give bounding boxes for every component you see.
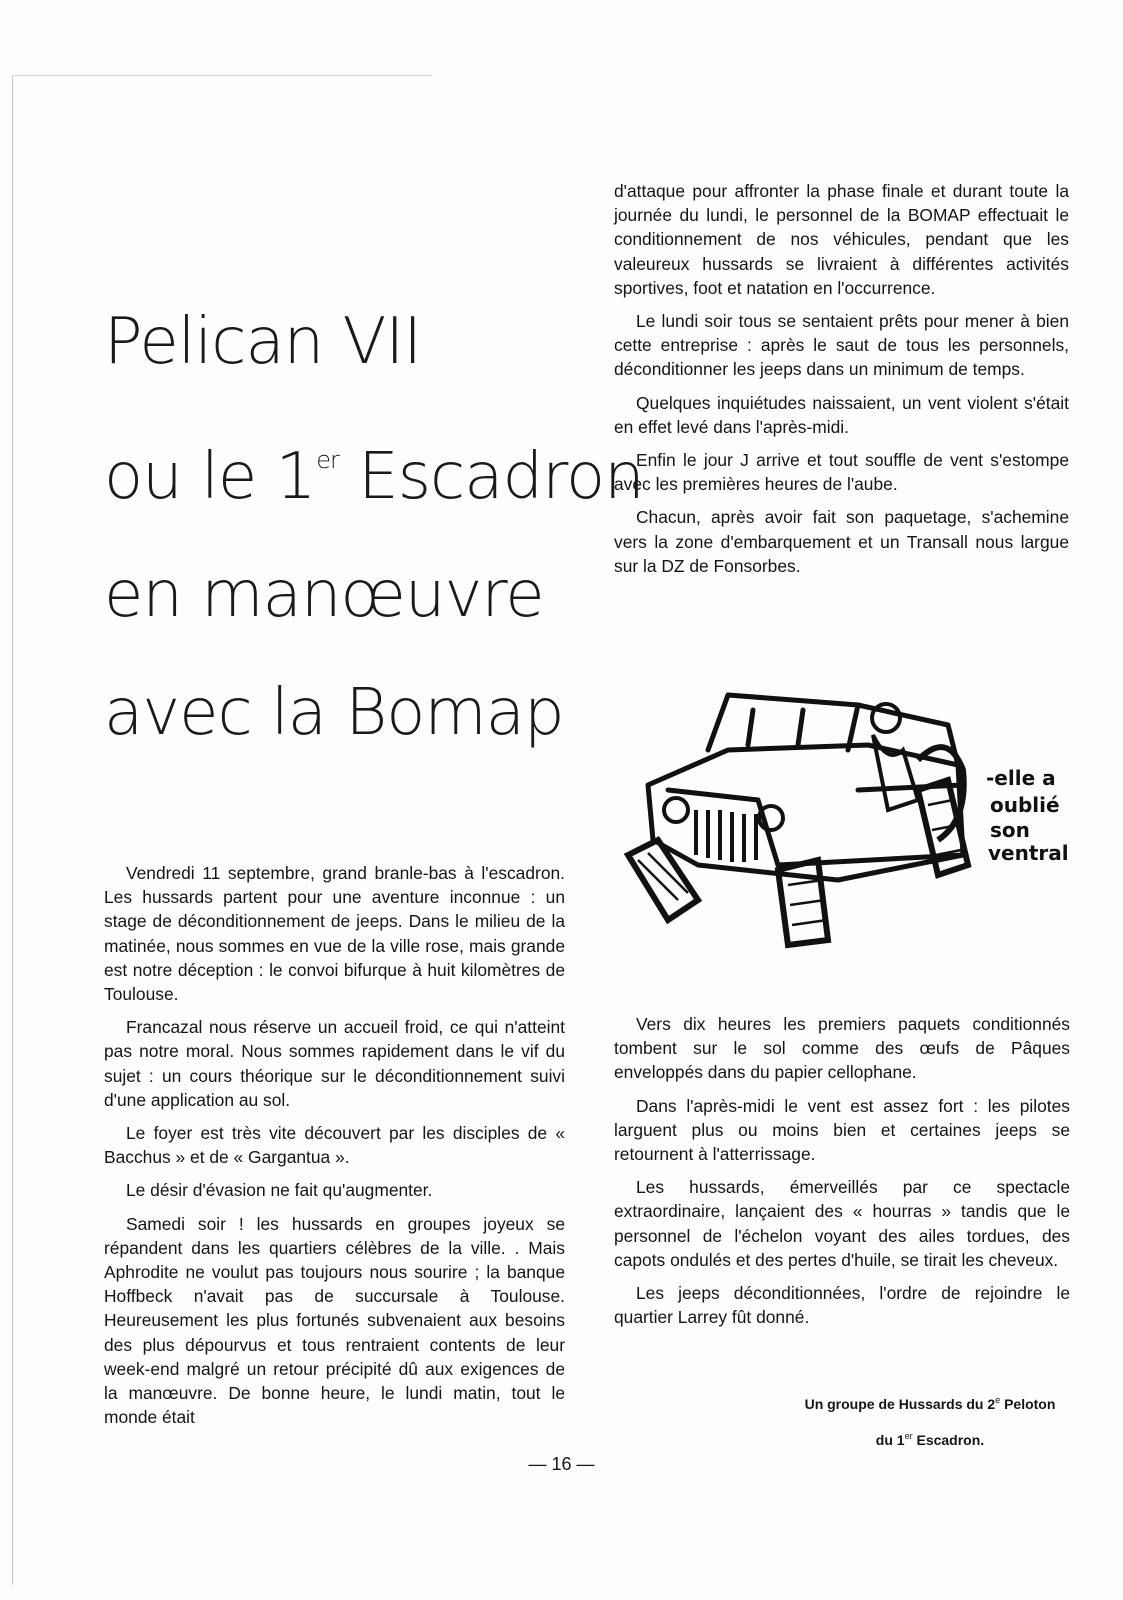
signature-line-1-prefix: Un groupe de Hussards du 2 — [804, 1396, 996, 1412]
title-line-3: en manœuvre — [104, 558, 544, 632]
title-line-2-suffix: Escadron — [338, 440, 644, 514]
paragraph: Dans l'après-midi le vent est assez fort : les pilotes larguent plus ou moins bien et certaines jeeps se retournent à l'atterrissage. — [614, 1095, 1070, 1165]
caption-line-2: oublié — [990, 793, 1060, 817]
title-line-2 — [104, 401, 644, 536]
signature-line-1-suffix: Peloton — [1000, 1396, 1056, 1412]
paragraph: Samedi soir ! les hussards en groupes joyeux se répandent dans les quartiers célèbres de la ville. . Mais Aphrodite ne voulut pas toujours nous sourire ; la banque Hoffbeck n'avait pas de succursale à Toulouse. Heureusement les plus fortunés subvenaient aux besoins des plus dépourvus et tous rentraient contents de leur week-end malgré un retour précipité dû aux exigences de la manœuvre. De bonne heure, le lundi matin, tout le monde était — [104, 1213, 565, 1428]
paragraph: Vendredi 11 septembre, grand branle-bas à l'escadron. Les hussards partent pour une aventure inconnue : un stage de déconditionnement de jeeps. Dans le milieu de la matinée, nous sommes en vue de la ville rose, mais grande est notre déception : le convoi bifurque à huit kilomètres de Toulouse. — [104, 863, 565, 1005]
title-line-4: avec la Bomap — [104, 676, 564, 750]
caption-line-1: -elle a — [986, 766, 1056, 790]
signature — [770, 1384, 1090, 1456]
paragraph: Le lundi soir tous se sentaient prêts pour mener à bien cette entreprise : après le saut de tous les personnels, déconditionner les jeeps dans un minimum de temps. — [614, 311, 1069, 380]
paragraph: Chacun, après avoir fait son paquetage, s'achemine vers la zone d'embarquement et un Transall nous largue sur la DZ de Fonsorbes. — [614, 507, 1069, 576]
paragraph: Le désir d'évasion ne fait qu'augmenter. — [126, 1180, 433, 1201]
page-top-line — [12, 75, 432, 76]
title-line-1: Pelican VII — [104, 305, 422, 379]
page-number: — 16 — — [528, 1454, 595, 1474]
right-column-bottom — [614, 1012, 1070, 1338]
paragraph: Enfin le jour J arrive et tout souffle de vent s'estompe avec les premières heures de l'aube. — [614, 450, 1069, 495]
article-title — [104, 283, 644, 772]
paragraph: d'attaque pour affronter la phase finale et durant toute la journée du lundi, le personnel de la BOMAP effectuait le conditionnement de nos véhicules, pendant que les valeureux hussards se livraient à différentes activités sportives, foot et natation en l'occurrence. — [614, 181, 1069, 298]
paragraph: Les jeeps déconditionnées, l'ordre de rejoindre le quartier Larrey fût donné. — [614, 1283, 1070, 1328]
signature-line-2-prefix: du 1 — [875, 1432, 905, 1448]
paragraph: Francazal nous réserve un accueil froid, ce qui n'atteint pas notre moral. Nous sommes rapidement dans le vif du sujet : un cours théorique sur le déconditionnement suivi d'une application au sol. — [104, 1017, 565, 1110]
left-column — [104, 861, 565, 1438]
caption-line-4: ventral — [988, 841, 1069, 865]
signature-line-1 — [770, 1384, 1090, 1420]
paragraph: Le foyer est très vite découvert par les disciples de « Bacchus » et de « Gargantua ». — [104, 1123, 565, 1168]
paragraph: Les hussards, émerveillés par ce spectacle extraordinaire, lançaient des « hourras » tandis que le personnel de l'échelon voyant des ailes tordues, des capots ondulés et des pertes d'huile, se tirait les cheveux. — [614, 1177, 1070, 1270]
title-line-2-prefix: ou le 1 — [104, 440, 316, 514]
jeep-drawing — [618, 690, 1078, 980]
paragraph: Vers dix heures les premiers paquets conditionnés tombent sur le sol comme des œufs de Pâques enveloppés dans du papier cellophane. — [614, 1014, 1070, 1083]
signature-line-2-superscript: er — [904, 1431, 913, 1441]
signature-line-1-superscript: e — [995, 1395, 1001, 1405]
caption-line-3: son — [990, 818, 1030, 842]
signature-line-2-suffix: Escadron. — [912, 1432, 985, 1448]
signature-line-2 — [770, 1420, 1090, 1456]
title-line-2-superscript: er — [316, 446, 339, 474]
right-column-top — [614, 179, 1069, 587]
paragraph: Quelques inquiétudes naissaient, un vent violent s'était en effet levé dans l'après-midi. — [614, 392, 1069, 437]
page-edge-line — [12, 75, 13, 1585]
